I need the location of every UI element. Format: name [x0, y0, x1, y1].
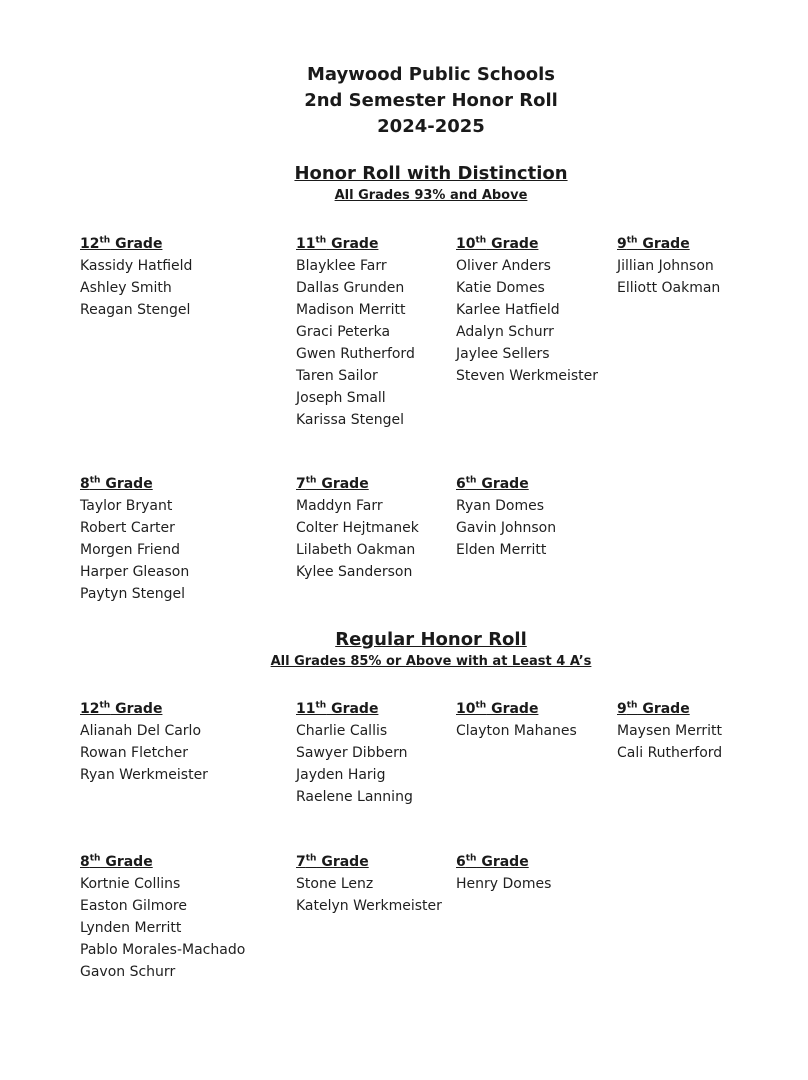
student-name: Kylee Sanderson [296, 564, 413, 580]
student-name: Elden Merritt [456, 542, 547, 558]
grade-word: Grade [476, 476, 529, 492]
grade-word: Grade [476, 854, 529, 870]
student-name: Ryan Domes [456, 498, 545, 514]
student-name: Ryan Werkmeister [80, 767, 208, 783]
student-name: Madison Merritt [296, 302, 406, 318]
distinction-title: Honor Roll with Distinction [294, 163, 568, 184]
student-name: Easton Gilmore [80, 898, 187, 914]
student-name: Jillian Johnson [617, 258, 714, 274]
grade-number: 9 [617, 701, 627, 717]
grade-word: Grade [326, 701, 379, 717]
student-name: Gavon Schurr [80, 964, 176, 980]
grade-number: 6 [456, 854, 466, 870]
student-name: Charlie Callis [296, 723, 388, 739]
grade-word: Grade [110, 236, 163, 252]
student-name: Maddyn Farr [296, 498, 383, 514]
school-name: Maywood Public Schools [307, 64, 555, 85]
student-name: Sawyer Dibbern [296, 745, 408, 761]
grade-word: Grade [637, 236, 690, 252]
student-name: Rowan Fletcher [80, 745, 189, 761]
grade-word: Grade [326, 236, 379, 252]
grade-ordinal-suffix: th [626, 700, 638, 711]
regular-section-header [0, 628, 808, 672]
student-name: Henry Domes [456, 876, 552, 892]
grade-number: 10 [456, 701, 476, 717]
grade-ordinal-suffix: th [626, 235, 638, 246]
student-name: Gavin Johnson [456, 520, 557, 536]
regular-title: Regular Honor Roll [335, 629, 527, 650]
student-name: Colter Hejtmanek [296, 520, 419, 536]
student-name: Katelyn Werkmeister [296, 898, 442, 914]
grade-ordinal-suffix: th [475, 235, 487, 246]
student-name: Joseph Small [296, 390, 386, 406]
grade-ordinal-suffix: th [475, 700, 487, 711]
grade-number: 7 [296, 854, 306, 870]
student-name: Morgen Friend [80, 542, 181, 558]
student-name: Ashley Smith [80, 280, 172, 296]
grade-word: Grade [637, 701, 690, 717]
grade-ordinal-suffix: th [99, 700, 111, 711]
student-name: Pablo Morales-Machado [80, 942, 246, 958]
grade-word: Grade [110, 701, 163, 717]
student-name: Karlee Hatfield [456, 302, 560, 318]
grade-heading [80, 698, 280, 720]
student-name: Elliott Oakman [617, 280, 721, 296]
student-name: Dallas Grunden [296, 280, 405, 296]
student-name: Paytyn Stengel [80, 586, 186, 602]
grade-number: 11 [296, 701, 316, 717]
student-name: Gwen Rutherford [296, 346, 415, 362]
student-name: Kassidy Hatfield [80, 258, 193, 274]
regular-grade-group [617, 698, 808, 764]
grade-heading [80, 233, 280, 255]
grade-number: 10 [456, 236, 476, 252]
distinction-subtitle: All Grades 93% and Above [334, 188, 528, 203]
grade-ordinal-suffix: th [465, 475, 477, 486]
distinction-grade-group [617, 233, 808, 299]
grade-ordinal-suffix: th [305, 853, 317, 864]
grade-word: Grade [100, 854, 153, 870]
grade-word: Grade [316, 854, 369, 870]
grade-ordinal-suffix: th [315, 700, 327, 711]
grade-heading [456, 851, 656, 873]
student-name: Jaylee Sellers [456, 346, 550, 362]
distinction-section-header [0, 162, 808, 206]
grade-number: 7 [296, 476, 306, 492]
grade-ordinal-suffix: th [89, 475, 101, 486]
regular-subtitle: All Grades 85% or Above with at Least 4 A’s [270, 654, 592, 669]
regular-grade-group [456, 851, 656, 895]
grade-heading [80, 851, 280, 873]
grade-ordinal-suffix: th [305, 475, 317, 486]
student-name: Stone Lenz [296, 876, 374, 892]
roll-title: 2nd Semester Honor Roll [304, 90, 558, 111]
student-name: Clayton Mahanes [456, 723, 577, 739]
student-name: Blayklee Farr [296, 258, 387, 274]
grade-number: 8 [80, 476, 90, 492]
grade-ordinal-suffix: th [465, 853, 477, 864]
grade-number: 12 [80, 701, 100, 717]
student-name: Taylor Bryant [80, 498, 173, 514]
student-name: Kortnie Collins [80, 876, 181, 892]
student-name: Steven Werkmeister [456, 368, 599, 384]
grade-heading [456, 473, 656, 495]
grade-number: 12 [80, 236, 100, 252]
grade-ordinal-suffix: th [99, 235, 111, 246]
student-name: Cali Rutherford [617, 745, 723, 761]
student-name: Harper Gleason [80, 564, 190, 580]
student-name: Oliver Anders [456, 258, 551, 274]
student-name: Jayden Harig [296, 767, 386, 783]
grade-number: 9 [617, 236, 627, 252]
grade-number: 11 [296, 236, 316, 252]
student-name: Maysen Merritt [617, 723, 722, 739]
grade-ordinal-suffix: th [315, 235, 327, 246]
grade-heading [617, 698, 808, 720]
grade-number: 6 [456, 476, 466, 492]
document-header [0, 62, 808, 140]
student-name: Raelene Lanning [296, 789, 413, 805]
grade-word: Grade [316, 476, 369, 492]
grade-word: Grade [100, 476, 153, 492]
distinction-grade-group [80, 233, 280, 321]
grade-word: Grade [486, 701, 539, 717]
grade-ordinal-suffix: th [89, 853, 101, 864]
grade-heading [80, 473, 280, 495]
regular-grade-group [80, 851, 280, 983]
student-name: Graci Peterka [296, 324, 391, 340]
school-year: 2024-2025 [377, 116, 485, 137]
student-name: Reagan Stengel [80, 302, 191, 318]
student-name: Karissa Stengel [296, 412, 405, 428]
grade-heading [617, 233, 808, 255]
distinction-grade-group [456, 473, 656, 561]
regular-grade-group [80, 698, 280, 786]
student-name: Lilabeth Oakman [296, 542, 416, 558]
student-name: Taren Sailor [296, 368, 378, 384]
grade-word: Grade [486, 236, 539, 252]
grade-number: 8 [80, 854, 90, 870]
student-name: Adalyn Schurr [456, 324, 554, 340]
student-name: Katie Domes [456, 280, 545, 296]
student-name: Alianah Del Carlo [80, 723, 202, 739]
student-name: Lynden Merritt [80, 920, 182, 936]
student-name: Robert Carter [80, 520, 175, 536]
distinction-grade-group [80, 473, 280, 605]
